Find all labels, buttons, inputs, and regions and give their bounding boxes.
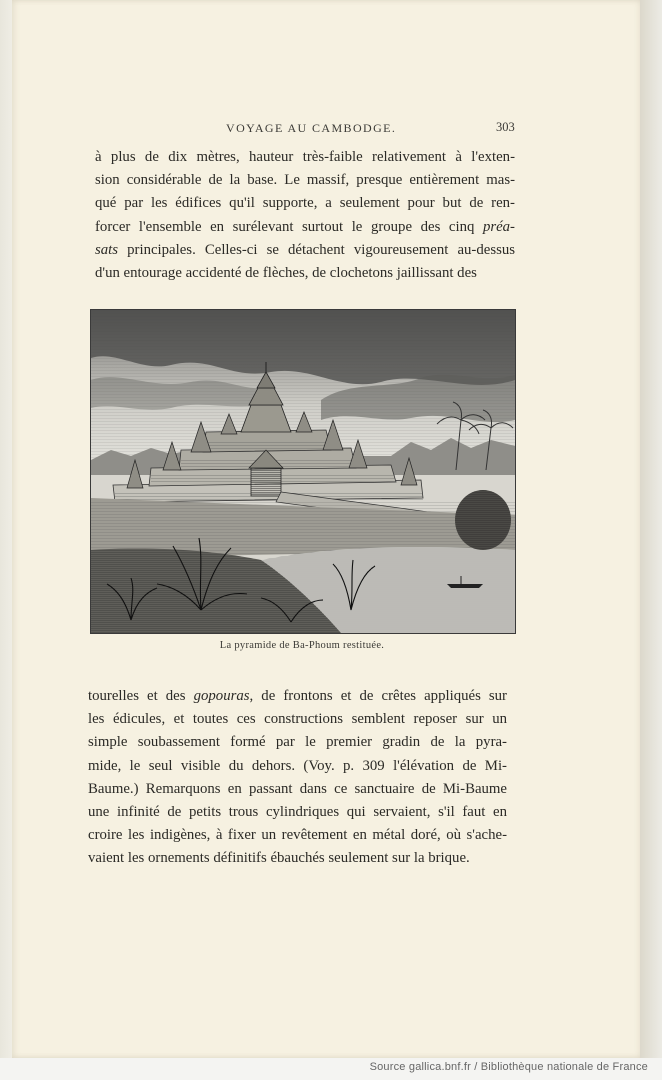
- text-line: qué par les édifices qu'il supporte, a seulement pour but de ren-: [95, 195, 515, 212]
- text-line: d'un entourage accidenté de flèches, de clochetons jaillissant des: [95, 264, 477, 281]
- page-number: 303: [496, 120, 515, 134]
- source-credit: Source gallica.bnf.fr / Bibliothèque nationale de France: [369, 1061, 648, 1073]
- text-line: [95, 216, 515, 239]
- text-line: Baume.) Remarquons en passant dans ce sanctuaire de Mi-Baume: [88, 780, 507, 797]
- running-head: VOYAGE AU CAMBODGE.: [226, 121, 397, 135]
- text-line: [95, 239, 515, 262]
- scan-edge-right: [640, 0, 662, 1058]
- italic-word: préa-: [482, 218, 515, 235]
- text-line: simple soubassement formé par le premier gradin de la pyra-: [88, 734, 507, 751]
- text-line: les édicules, et toutes ces constructions semblent reposer sur un: [88, 711, 507, 728]
- top-paragraph: [95, 146, 515, 285]
- text-segment: forcer l'ensemble en surélevant surtout le groupe des cinq: [95, 218, 483, 235]
- engraving-illustration: [90, 309, 516, 634]
- text-segment: tourelles et des: [88, 688, 194, 704]
- figure-caption: La pyramide de Ba-Phoum restituée.: [219, 640, 385, 651]
- text-line: vaient les ornements définitifs ébauchés seulement sur la brique.: [88, 850, 470, 867]
- text-line: sion considérable de la base. Le massif, presque entièrement mas-: [95, 172, 515, 189]
- text-line: à plus de dix mètres, hauteur très-faible relativement à l'exten-: [95, 149, 515, 165]
- italic-word: sats: [95, 241, 119, 258]
- text-line: une infinité de petits trous cylindriques qui servaient, s'il faut en: [88, 803, 507, 820]
- text-line: [88, 685, 507, 708]
- text-line: croire les indigènes, à fixer un revêtement en métal doré, où s'ache-: [88, 827, 507, 844]
- book-page: [12, 0, 642, 1058]
- text-segment: , de frontons et de crêtes appliqués sur: [249, 688, 507, 704]
- italic-word: gopouras: [193, 688, 250, 704]
- text-line: mide, le seul visible du dehors. (Voy. p. 309 l'élévation de Mi-: [88, 757, 507, 774]
- bottom-paragraph: [88, 685, 507, 871]
- text-segment: principales. Celles-ci se détachent vigoureusement au-dessus: [118, 241, 515, 258]
